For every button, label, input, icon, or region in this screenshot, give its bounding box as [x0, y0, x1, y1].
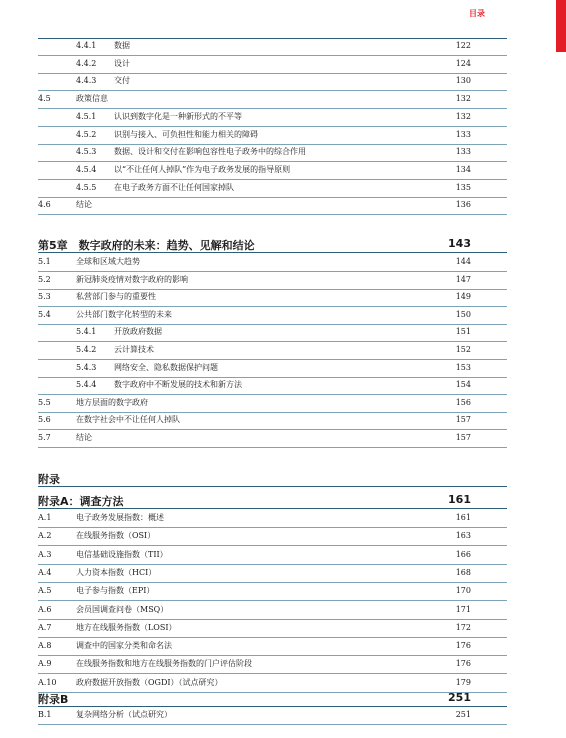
toc-entry[interactable]: [38, 620, 507, 638]
toc-entry-page: 172: [455, 622, 471, 632]
toc-entry[interactable]: [38, 91, 507, 109]
toc-entry-page: 171: [455, 604, 471, 614]
toc-entry-number: 4.4.2: [76, 58, 97, 68]
heading-page: 161: [448, 493, 471, 506]
toc-entry-title: 在线服务指数（OSI）: [76, 531, 156, 541]
toc-entry-number: 5.4: [38, 309, 51, 319]
toc-entry-number: 4.5.5: [76, 182, 97, 192]
toc-entry[interactable]: [38, 547, 507, 565]
toc-entry-title: 公共部门数字化转型的未来: [76, 309, 172, 319]
toc-entry-number: 5.7: [38, 433, 51, 442]
toc-entry[interactable]: [38, 289, 507, 307]
toc-entry[interactable]: [38, 56, 507, 74]
toc-entry[interactable]: [38, 707, 507, 725]
toc-entry[interactable]: [38, 412, 507, 430]
toc-entry-page: 144: [455, 257, 471, 266]
toc-entry-page: 147: [455, 274, 471, 284]
toc-entry-number: 5.4.1: [76, 327, 97, 337]
toc-entry-number: 4.5.4: [76, 164, 97, 174]
toc-entry-title: 开放政府数据: [114, 327, 162, 337]
section-label: 目录: [469, 9, 485, 18]
toc-entry-page: 152: [455, 345, 471, 354]
toc-entry-number: 5.3: [38, 292, 51, 302]
toc-entry-page: 133: [455, 147, 471, 157]
toc-entry-title: 地方层面的数字政府: [76, 397, 148, 407]
heading-title: 附录: [38, 473, 60, 486]
heading-title: 附录B: [38, 693, 69, 706]
toc-entry[interactable]: [38, 360, 507, 378]
toc-entry-number: A.8: [38, 641, 52, 651]
toc-entry-page: 149: [455, 292, 471, 302]
toc-entry-number: 5.1: [38, 257, 51, 266]
toc-entry-number: A.4: [38, 567, 52, 577]
toc-entry-number: 5.6: [38, 415, 51, 425]
toc-entry-title: 结论: [76, 200, 92, 210]
toc-entry-page: 154: [455, 380, 471, 390]
toc-entry-page: 122: [455, 41, 471, 50]
toc-entry-number: 4.4.3: [76, 76, 97, 86]
toc-entry-title: 调查中的国家分类和命名法: [76, 641, 172, 651]
toc-entry-number: A.2: [38, 531, 52, 541]
toc-entry[interactable]: [38, 395, 507, 413]
toc-entry-number: A.1: [38, 513, 52, 522]
toc-entry-page: 157: [455, 433, 471, 442]
toc-entry-page: 130: [455, 76, 471, 86]
toc-entry-page: 176: [455, 659, 471, 669]
toc-entry[interactable]: [38, 342, 507, 360]
toc-entry-title: 人力资本指数（HCI）: [76, 567, 157, 577]
toc-entry-title: 新冠肺炎疫情对数字政府的影响: [76, 274, 188, 284]
toc-entry-page: 161: [455, 513, 471, 522]
toc-entry-number: 4.5: [38, 94, 51, 104]
toc-entry-page: 251: [455, 710, 471, 719]
toc-entry-number: 4.5.1: [76, 111, 97, 121]
toc-entry-title: 设计: [114, 58, 130, 68]
toc-entry-page: 156: [455, 397, 471, 407]
chapter-tab-marker: [556, 0, 566, 52]
toc-entry[interactable]: [38, 38, 507, 56]
chapter5-heading[interactable]: [38, 234, 507, 253]
toc-entry-page: 166: [455, 549, 471, 559]
toc-entry-title: 数据: [114, 41, 130, 50]
toc-entry-title: 认识到数字化是一种新形式的不平等: [114, 111, 242, 121]
toc-entry-page: 134: [455, 164, 471, 174]
toc-entry-title: 数字政府中不断发展的技术和新方法: [114, 380, 242, 390]
toc-entry[interactable]: [38, 565, 507, 583]
toc-entry-title: 交付: [114, 76, 130, 86]
toc-entry-title: 识别与接入、可负担性和能力相关的障碍: [114, 129, 258, 139]
toc-entry-page: 150: [455, 309, 471, 319]
toc-entry[interactable]: [38, 510, 507, 528]
toc-entry-title: 以“不让任何人掉队”作为电子政务发展的指导原则: [114, 164, 291, 174]
toc-entry-title: 在电子政务方面不让任何国家掉队: [114, 182, 234, 192]
toc-entry[interactable]: [38, 127, 507, 145]
toc-entry-page: 179: [455, 677, 471, 687]
toc-entry-page: 133: [455, 129, 471, 139]
toc-entry[interactable]: [38, 73, 507, 91]
toc-entry-number: A.5: [38, 586, 52, 596]
toc-entry-page: 170: [455, 586, 471, 596]
toc-entry-page: 168: [455, 567, 471, 577]
toc-entry-title: 电信基础设施指数（TII）: [76, 549, 168, 559]
toc-entry-title: 全球和区域大趋势: [76, 257, 140, 266]
toc-entry-title: 会员国调查问卷（MSQ）: [76, 604, 169, 614]
toc-entry[interactable]: [38, 638, 507, 656]
toc-entry[interactable]: [38, 528, 507, 546]
toc-entry-title: 政府数据开放指数（OGDI）（试点研究）: [76, 677, 223, 687]
toc-entry-page: 157: [455, 415, 471, 425]
toc-entry-number: 5.4.4: [76, 380, 97, 390]
toc-entry-title: 在线服务指数和地方在线服务指数的门户评估阶段: [76, 659, 252, 669]
appendixA-heading[interactable]: [38, 490, 507, 509]
heading-page: 143: [448, 237, 471, 250]
toc-entry-title: 数据、设计和交付在影响包容性电子政务中的综合作用: [114, 147, 306, 157]
toc-entry-title: 网络安全、隐私数据保护问题: [114, 362, 218, 372]
toc-entry-title: 结论: [76, 433, 92, 442]
toc-entry-page: 135: [455, 182, 471, 192]
table-of-contents: [38, 38, 507, 728]
toc-entry-number: 4.5.2: [76, 129, 97, 139]
toc-entry-page: 176: [455, 641, 471, 651]
toc-entry[interactable]: [38, 162, 507, 180]
toc-entry-number: 5.2: [38, 274, 51, 284]
toc-entry-page: 124: [455, 58, 471, 68]
toc-entry-number: 5.4.3: [76, 362, 97, 372]
heading-title: 附录A：调查方法: [38, 495, 124, 508]
toc-entry-number: A.7: [38, 622, 52, 632]
toc-entry-page: 132: [455, 94, 471, 104]
appendix-heading[interactable]: [38, 468, 507, 487]
toc-entry-title: 地方在线服务指数（LOSI）: [76, 622, 177, 632]
toc-entry-title: 电子政务发展指数：概述: [76, 513, 164, 522]
toc-entry-number: A.9: [38, 659, 52, 669]
toc-entry-number: A.6: [38, 604, 52, 614]
toc-entry-number: 5.5: [38, 397, 51, 407]
toc-entry-title: 在数字社会中不让任何人掉队: [76, 415, 180, 425]
toc-entry-title: 云计算技术: [114, 345, 154, 354]
heading-title: 第5章 数字政府的未来：趋势、见解和结论: [38, 239, 255, 252]
toc-entry-number: B.1: [38, 710, 52, 719]
toc-entry[interactable]: [38, 324, 507, 342]
toc-entry[interactable]: [38, 109, 507, 127]
toc-entry-number: A.3: [38, 549, 52, 559]
toc-entry[interactable]: [38, 430, 507, 448]
toc-entry[interactable]: [38, 602, 507, 620]
appendixB-heading[interactable]: [38, 688, 507, 707]
toc-entry-page: 163: [455, 531, 471, 541]
toc-entry[interactable]: [38, 197, 507, 215]
toc-entry[interactable]: [38, 583, 507, 601]
toc-entry-number: 4.5.3: [76, 147, 97, 157]
toc-entry-title: 电子参与指数（EPI）: [76, 586, 155, 596]
toc-entry-page: 153: [455, 362, 471, 372]
toc-entry-number: A.10: [38, 677, 57, 687]
toc-entry-page: 132: [455, 111, 471, 121]
toc-entry-page: 151: [455, 327, 471, 337]
toc-entry-title: 政策信息: [76, 94, 108, 104]
heading-page: 251: [448, 691, 471, 704]
toc-entry[interactable]: [38, 144, 507, 162]
toc-entry[interactable]: [38, 307, 507, 325]
toc-entry-number: 5.4.2: [76, 345, 97, 354]
toc-entry[interactable]: [38, 656, 507, 674]
toc-entry[interactable]: [38, 180, 507, 198]
toc-entry[interactable]: [38, 377, 507, 395]
toc-entry-page: 136: [455, 200, 471, 210]
toc-entry[interactable]: [38, 272, 507, 290]
toc-entry-number: 4.6: [38, 200, 51, 210]
toc-entry[interactable]: [38, 254, 507, 272]
toc-entry-title: 复杂网络分析（试点研究）: [76, 710, 172, 719]
toc-entry-title: 私营部门参与的重要性: [76, 292, 156, 302]
toc-entry-number: 4.4.1: [76, 41, 97, 50]
